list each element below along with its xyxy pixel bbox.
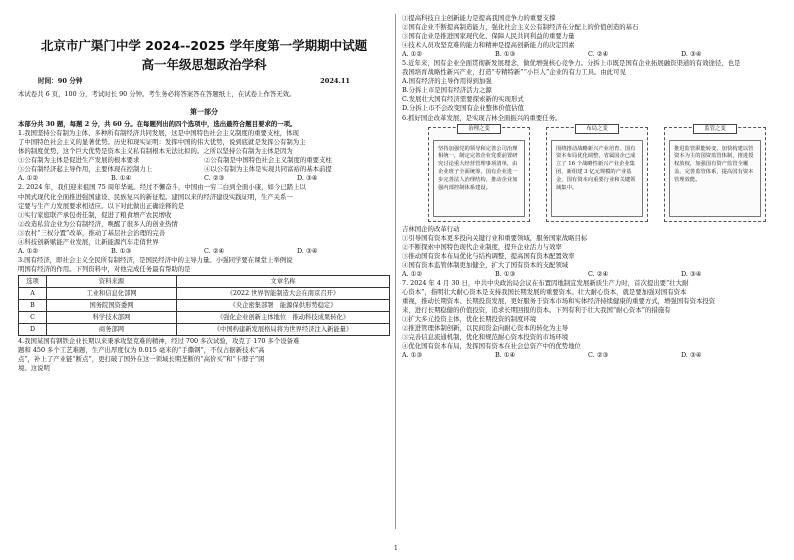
page-number: 1 bbox=[394, 545, 398, 552]
q1-stem-line: 了中国特色社会主义的显著优势。历史和现实证明：发挥中国的伟大优势，说到底就是发挥公有制为主 bbox=[18, 138, 306, 147]
q4-choice-a: A. ①② bbox=[402, 50, 423, 59]
q6-choice-b: B. ①③ bbox=[495, 269, 516, 278]
table-cell: B bbox=[19, 299, 47, 311]
q1-option: ③公有制经济起主导作用，主要体现在控制力上 bbox=[18, 165, 153, 174]
column-divider bbox=[395, 14, 396, 529]
table-cell: 《中国构建新发展格局将为世界经济注入新能量》 bbox=[177, 323, 390, 335]
exam-date: 2024.11 bbox=[320, 77, 350, 85]
q7-option: ①扩大多元投资主体，优化长期投资的制度环境 bbox=[402, 315, 537, 324]
q6-box-governance bbox=[428, 127, 530, 222]
question-1 bbox=[18, 129, 390, 183]
q7-choice-b: B. ①④ bbox=[495, 351, 516, 360]
q2-choice-c: C. ②④ bbox=[204, 246, 225, 255]
table-header-cell: 选项 bbox=[19, 275, 47, 287]
q2-option: ②改造私营企业为公有制经济，唤醒了很多人的创业热情 bbox=[18, 219, 178, 228]
q7-option: ④优化国有资本布局，发挥国有资本在社会总资产中的优势地位 bbox=[402, 342, 581, 351]
table-cell: 商务部网 bbox=[47, 323, 177, 335]
q5-option: B.分拆上市是国有经济活力之源 bbox=[402, 86, 492, 95]
q4-option: ④技术人员攻坚克难的能力和精神是提高创新能力的决定因素 bbox=[402, 41, 575, 50]
table-header-cell: 文章名称 bbox=[177, 275, 390, 287]
q7-choice-a: A. ①③ bbox=[402, 351, 423, 360]
table-header-cell: 资料来源 bbox=[47, 275, 177, 287]
q4-choice-c: C. ②④ bbox=[588, 50, 609, 59]
q6-material-boxes bbox=[428, 127, 766, 222]
exam-note: 本试卷共 6 页，100 分，考试时长 90 分钟。考生务必将答案答在答题纸上，在试卷上作答无效。 bbox=[18, 90, 296, 99]
q1-option: ①公有制为主体是促进生产发展的根本要求 bbox=[18, 156, 140, 165]
q7-stem-line: 7. 2024 年 4 月 30 日，中共中央政治局会议在布置因地制宜发展新质生产力时，首次提出要“壮大耐 bbox=[402, 278, 689, 287]
table-row bbox=[19, 323, 390, 335]
q3-stem-line: 3.国有经济，即社会主义全民所有制经济，是国民经济中的主导力量。小强同学要在课堂上举例说 bbox=[18, 255, 293, 264]
q6-option: ③推动国有资本布局优化与结构调整，提高国有资本配置效率 bbox=[402, 251, 575, 260]
q2-stem-line: 2. 2024 年，我们迎来祖国 75 周年华诞。经过不懈奋斗，中国由一穷二白到全面小康，如今已踏上以 bbox=[18, 183, 306, 192]
q6-choice-d: D. ③④ bbox=[681, 269, 702, 278]
q1-options-row bbox=[18, 165, 390, 174]
q6-choice-c: C. ②④ bbox=[588, 269, 609, 278]
question-6 bbox=[402, 114, 774, 279]
q7-stem-line: 来，进行长期稳健的价值投资，追求长期回报的资本。下列有利于壮大我国“耐心资本”的措施有 bbox=[402, 305, 671, 314]
q2-choice-d: D. ③④ bbox=[297, 246, 318, 255]
table-cell: 国务院国资委网 bbox=[47, 299, 177, 311]
q4-stem-line: 境。这说明 bbox=[18, 364, 50, 373]
q5-option: D.分拆上市不会改变国有企业整体价值估值 bbox=[402, 104, 524, 113]
table-cell: 工业和信息化部网 bbox=[47, 287, 177, 299]
question-2 bbox=[18, 183, 390, 255]
q3-table-header bbox=[19, 275, 390, 287]
part-title: 第一部分 bbox=[190, 107, 218, 117]
q5-option: A.国有经济的主导作用得到加强 bbox=[402, 77, 492, 86]
q1-choice-d: D. ③④ bbox=[297, 174, 318, 183]
time-label: 时间：90 分钟 bbox=[38, 77, 83, 85]
q4-stem-line: 点”，补上了产业链“断点”，更打破了国外在这一领域长期垄断的“高价买”和“卡脖子”困 bbox=[18, 355, 265, 364]
table-cell: A bbox=[19, 287, 47, 299]
table-cell: D bbox=[19, 323, 47, 335]
q2-choice-b: B. ①③ bbox=[111, 246, 132, 255]
table-cell: C bbox=[19, 311, 47, 323]
q7-choices bbox=[402, 351, 774, 360]
q6-stem: 6.抓好国企改革发展，是实现吉林全面振兴的重要任务。 bbox=[402, 113, 562, 122]
question-4-options bbox=[402, 14, 774, 59]
q6-box-text: 推进监管职能转变，加快构建以管资本为主的国资监管体制，推进授权放权，加强国有资产监管全覆盖，完善监管体系，提高国有资本管理效能。 bbox=[669, 140, 761, 217]
q4-choices bbox=[402, 50, 774, 59]
q4-option: ①提高科技自主创新能力是提高我国竞争力的重要支撑 bbox=[402, 14, 556, 22]
question-7 bbox=[402, 279, 774, 360]
q6-option: ②不断探索中国特色现代企业制度，提升企业活力与效率 bbox=[402, 242, 562, 251]
table-cell: 《强化企业创新主体地位 推动科技成果转化》 bbox=[177, 311, 390, 323]
q6-box-tag: 治理之变 bbox=[457, 124, 501, 134]
q1-stem-line: 体的制度优势，这个巨大优势是资本主义私有制根本无法比拟的。之所以坚持公有制为主体是因为 bbox=[18, 147, 293, 156]
q6-option: ①引导国有资本更多投向关键行业和重要领域，服务国家战略目标 bbox=[402, 233, 588, 242]
q2-option: ③农村“三权分置”改革，推动了基层社会治理的完善 bbox=[18, 228, 166, 237]
part-instruction: 本部分共 30 题，每题 2 分，共 60 分。在每题列出的四个选项中，选出最符合题目要求的一项。 bbox=[18, 120, 297, 129]
q1-stem-line: 1.我国坚持公有制为主体、多种所有制经济共同发展，这是中国特色社会主义制度的重要支柱，体现 bbox=[18, 129, 299, 138]
right-column bbox=[402, 14, 774, 360]
q4-option: ②国有企业不断提高制造能力，强化社会主义公有制经济在分配上的价值创造的基石 bbox=[402, 23, 639, 32]
exam-subtitle: 高一年级思想政治学科 bbox=[141, 57, 267, 72]
q6-box-text: 坚持加强党的领导和完善公司治理相统一，制定完善企业党委前置研究讨论重大经营管理事项清单，由企业班子全面统筹，国有企业进一步完善法人治理结构，推动企业加强内部控制体系建设。 bbox=[433, 140, 525, 217]
q7-stem-line: 心资本”，指明壮大耐心资本是支持我国长期发展的重要资本。壮大耐心资本，就是要加强对国有资本 bbox=[402, 287, 687, 296]
q1-choice-a: A. ①② bbox=[18, 174, 39, 183]
q7-choice-d: D. ③④ bbox=[681, 351, 702, 360]
table-cell: 科学技术部网 bbox=[47, 311, 177, 323]
q2-stem-line: 中国式现代化全面推进强国建设、民族复兴的新征程。建国以来的经济建设实践证明，生产关系一 bbox=[18, 192, 293, 201]
q4-option: ③国有企业是推进国家现代化、保障人民共同利益的重要力量 bbox=[402, 32, 575, 41]
q2-option: ①实行家庭联产承包责任制，促进了粮食增产农民增收 bbox=[18, 210, 172, 219]
q6-choice-a: A. ①② bbox=[402, 269, 423, 278]
question-5 bbox=[402, 59, 774, 113]
table-row bbox=[19, 299, 390, 311]
q2-stem-line: 定要与生产力发展要求相适应。以下对此做出正确诠释的是 bbox=[18, 201, 185, 210]
q6-box-text: 围绕推动战略新兴产业培育、国有资本布局优化调整，省属国企已成立了 16 个战略性新兴产业企业集团，新组建 3 亿元规模的产业基金，国有资本向重要行业和关键领域集中。 bbox=[551, 140, 643, 217]
q1-option: ②公有制是中国特色社会主义制度的重要支柱 bbox=[204, 156, 332, 165]
q1-choice-b: B. ①④ bbox=[111, 174, 132, 183]
q4-stem-line: 4.我国某国有钢铁企业长期以来秉承攻坚克难的精神，经过 700 多次试验，攻克了 170 多个设备难 bbox=[18, 336, 300, 345]
q4-choice-b: B. ①③ bbox=[495, 50, 516, 59]
exam-title: 北京市广渠门中学 2024--2025 学年度第一学期期中试题 bbox=[40, 38, 368, 53]
q6-choices bbox=[402, 270, 774, 279]
q7-option: ③完善信息流通机制，优化和规范耐心资本投资的市场环境 bbox=[402, 333, 569, 342]
q3-table bbox=[18, 275, 390, 336]
q4-stem-line: 题和 450 多个工艺难题，生产出厚度仅为 0.015 毫米的“手撕钢”，不仅占据新技术“高 bbox=[18, 345, 265, 354]
left-column bbox=[18, 14, 390, 373]
q6-option: ④国有资本监管体制更加健全，扩大了国有资本的支配领域 bbox=[402, 260, 569, 269]
q5-stem-line: 5.近年来，国有企业全面贯彻新发展理念，做优增强核心竞争力。分拆上市既是国有企业拓展融资渠道的有效途径，也是 bbox=[402, 59, 741, 68]
q3-stem-line: 明国有经济的作用。下列资料中，对他完成任务最有帮助的是 bbox=[18, 264, 191, 273]
q1-choice-c: C. ②③ bbox=[204, 174, 225, 183]
q4-choice-d: D. ③④ bbox=[681, 50, 702, 59]
q6-box-layout bbox=[546, 127, 648, 222]
q2-choice-a: A. ①② bbox=[18, 246, 39, 255]
question-4-stem bbox=[18, 337, 390, 373]
q6-box-supervision bbox=[664, 127, 766, 222]
table-row bbox=[19, 287, 390, 299]
q7-stem-line: 重视，推动长期资本、长期投资发展，更好服务于资本市场和实体经济持续健康的重要方式，增强国有资本投资 bbox=[402, 296, 716, 305]
q1-option: ④以公有制为主体是实现共同富裕的基本前提 bbox=[204, 165, 332, 174]
question-3 bbox=[18, 256, 390, 336]
q5-stem-line: 我国培育战略性新兴产业，打造“专精特新”“小巨人”企业的有力工具。由此可见 bbox=[402, 68, 626, 77]
q6-lead: 吉林国企的改革行动 bbox=[402, 224, 460, 233]
q2-choices bbox=[18, 247, 390, 256]
q5-option: C.发展壮大国有经济需要探索新的实现形式 bbox=[402, 95, 524, 104]
table-cell: 《央企密集部署 能源保供形势稳定》 bbox=[177, 299, 390, 311]
exam-meta bbox=[18, 77, 390, 86]
q7-choice-c: C. ②③ bbox=[588, 351, 609, 360]
q7-option: ②推进管理体制创新，以民间资金向耐心资本的转化为主导 bbox=[402, 324, 569, 333]
q6-box-tag: 监管之变 bbox=[693, 124, 737, 134]
table-row bbox=[19, 311, 390, 323]
q6-box-tag: 布局之变 bbox=[575, 124, 619, 134]
table-cell: 《2022 世界智能制造大会在南京召开》 bbox=[177, 287, 390, 299]
q2-option: ④科技创新赋能产业发展，让新能源汽车走俏世界 bbox=[18, 237, 159, 246]
